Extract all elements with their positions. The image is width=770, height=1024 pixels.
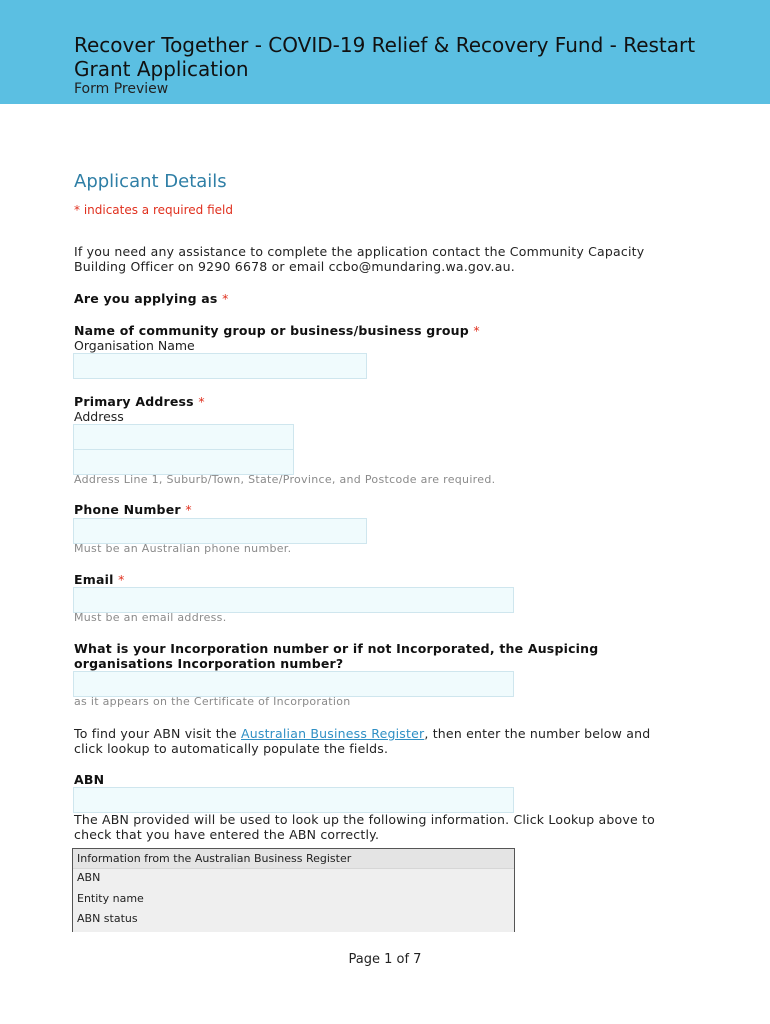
page-number: Page 1 of 7	[348, 952, 422, 967]
org-name-label	[74, 323, 480, 338]
email-hint: Must be an email address.	[74, 611, 227, 624]
abn-label: ABN	[74, 772, 105, 787]
org-name-sublabel: Organisation Name	[74, 338, 195, 353]
email-label	[74, 572, 125, 587]
required-star: *	[118, 572, 125, 587]
org-name-label-text: Name of community group or business/business group	[74, 323, 469, 338]
address-line2-input[interactable]	[73, 449, 294, 475]
email-label-text: Email	[74, 572, 114, 587]
address-line1-input[interactable]	[73, 424, 294, 450]
abr-row-entity-name: Entity name	[77, 892, 144, 905]
abr-row-abn: ABN	[77, 871, 101, 884]
incorporation-label: What is your Incorporation number or if not Incorporated, the Auspicing organisations Incorporation number?	[74, 641, 599, 671]
abn-help-after: , then enter the number below and click lookup to automatically populate the fields.	[74, 726, 651, 756]
address-hint: Address Line 1, Suburb/Town, State/Province, and Postcode are required.	[74, 473, 496, 486]
phone-label-text: Phone Number	[74, 502, 181, 517]
abn-note: The ABN provided will be used to look up the following information. Click Lookup above to check that you have entered the ABN correctly.	[74, 812, 655, 842]
form-subtitle: Form Preview	[74, 81, 169, 97]
assistance-text: If you need any assistance to complete the application contact the Community Capacity Building Officer on 9290 6678 or email ccbo@mundaring.wa.gov.au.	[74, 244, 645, 274]
abn-input[interactable]	[73, 787, 514, 813]
required-star: *	[185, 502, 192, 517]
address-sublabel: Address	[74, 409, 124, 424]
abr-row-abn-status: ABN status	[77, 912, 138, 925]
phone-input[interactable]	[73, 518, 367, 544]
incorporation-hint: as it appears on the Certificate of Incorporation	[74, 695, 351, 708]
incorporation-input[interactable]	[73, 671, 514, 697]
required-star: *	[198, 394, 205, 409]
required-star: *	[222, 291, 229, 306]
address-label	[74, 394, 205, 409]
required-star: *	[473, 323, 480, 338]
abr-info-table	[72, 848, 515, 932]
abn-help-text	[74, 726, 664, 756]
form-header	[0, 0, 770, 104]
form-title: Recover Together - COVID-19 Relief & Recovery Fund - Restart Grant Application	[74, 33, 696, 81]
address-label-text: Primary Address	[74, 394, 194, 409]
applying-as-label	[74, 291, 229, 306]
phone-hint: Must be an Australian phone number.	[74, 542, 292, 555]
abn-help-before: To find your ABN visit the	[74, 726, 241, 741]
required-field-note: * indicates a required field	[74, 203, 233, 217]
email-input[interactable]	[73, 587, 514, 613]
abr-link[interactable]: Australian Business Register	[241, 726, 425, 741]
section-title: Applicant Details	[74, 171, 227, 192]
applying-as-label-text: Are you applying as	[74, 291, 218, 306]
org-name-input[interactable]	[73, 353, 367, 379]
phone-label	[74, 502, 192, 517]
abr-table-header: Information from the Australian Business Register	[73, 849, 514, 869]
